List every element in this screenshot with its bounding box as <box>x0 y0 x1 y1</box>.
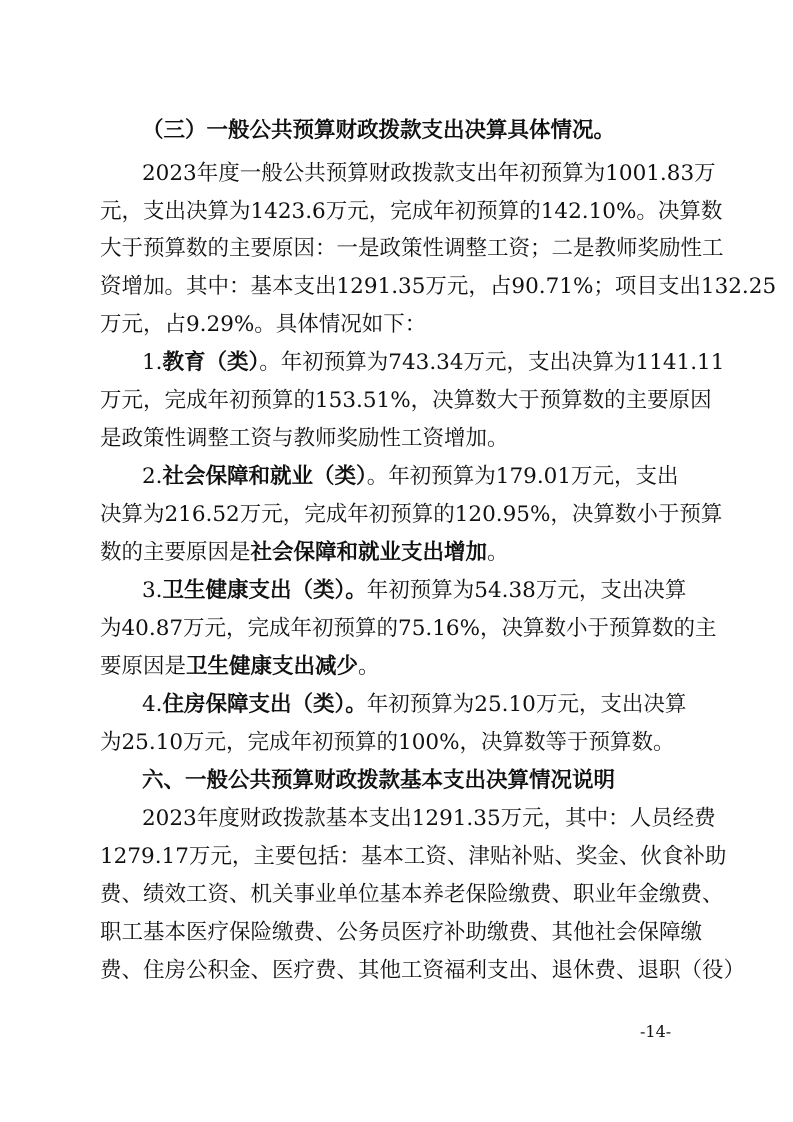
item-title: 社会保障和就业（类） <box>162 464 367 489</box>
item-text: 年初预算为25.10万元，支出决算 <box>366 692 687 717</box>
paragraph-line <box>100 538 700 568</box>
paragraph-line <box>100 652 700 682</box>
item-title: 卫生健康支出（类）。 <box>162 578 367 603</box>
item-number: 3. <box>142 578 163 603</box>
section-heading-6: 六、一般公共预算财政拨款基本支出决算情况说明 <box>142 768 616 793</box>
paragraph-line: 大于预算数的主要原因：一是政策性调整工资；二是教师奖励性工 <box>100 236 724 261</box>
item-social-security <box>142 462 700 492</box>
bold-run: 社会保障和就业支出增加 <box>250 540 488 565</box>
paragraph-line: 为25.10万元，完成年初预算的100%，决算数等于预算数。 <box>100 730 675 755</box>
item-title: 住房保障支出（类）。 <box>162 692 367 717</box>
paragraph-line: 2023年度一般公共预算财政拨款支出年初预算为1001.83万 <box>142 161 716 186</box>
text-run: 。 <box>487 540 509 565</box>
page-number: -14- <box>640 1022 672 1041</box>
item-text: 年初预算为54.38万元，支出决算 <box>366 578 687 603</box>
paragraph-line: 是政策性调整工资与教师奖励性工资增加。 <box>100 426 509 451</box>
item-title: 教育（类） <box>162 350 260 375</box>
paragraph-line: 万元，占9.29%。具体情况如下： <box>100 312 427 337</box>
paragraph-line: 决算为216.52万元，完成年初预算的120.95%，决算数小于预算 <box>100 502 723 527</box>
paragraph-line: 费、绩效工资、机关事业单位基本养老保险缴费、职业年金缴费、 <box>100 882 724 907</box>
paragraph-line: 为40.87万元，完成年初预算的75.16%，决算数小于预算数的主 <box>100 616 717 641</box>
item-education <box>142 348 725 378</box>
item-number: 1. <box>142 350 163 375</box>
paragraph-line: 职工基本医疗保险缴费、公务员医疗补助缴费、其他社会保障缴 <box>100 920 703 945</box>
section-heading-3: （三）一般公共预算财政拨款支出决算具体情况。 <box>142 118 616 143</box>
item-number: 4. <box>142 692 163 717</box>
item-health <box>142 576 700 606</box>
text-run: 数的主要原因是 <box>100 540 251 565</box>
paragraph-line: 2023年度财政拨款基本支出1291.35万元，其中：人员经费 <box>142 806 716 831</box>
paragraph-line: 元，支出决算为1423.6万元，完成年初预算的142.10%。决算数 <box>100 199 723 224</box>
text-run: 要原因是 <box>100 654 187 679</box>
item-number: 2. <box>142 464 163 489</box>
paragraph-line: 资增加。其中：基本支出1291.35万元，占90.71%；项目支出132.25 <box>100 274 777 299</box>
paragraph-line: 费、住房公积金、医疗费、其他工资福利支出、退休费、退职（役） <box>100 958 746 983</box>
item-text: 。年初预算为743.34万元，支出决算为1141.11 <box>259 350 725 375</box>
text-run: 。 <box>358 654 380 679</box>
paragraph-line: 1279.17万元，主要包括：基本工资、津贴补贴、奖金、伙食补助 <box>100 844 727 869</box>
item-housing <box>142 690 700 720</box>
bold-run: 卫生健康支出减少 <box>186 654 359 679</box>
item-text: 。年初预算为179.01万元，支出 <box>366 464 679 489</box>
paragraph-line: 万元，完成年初预算的153.51%，决算数大于预算数的主要原因 <box>100 388 712 413</box>
